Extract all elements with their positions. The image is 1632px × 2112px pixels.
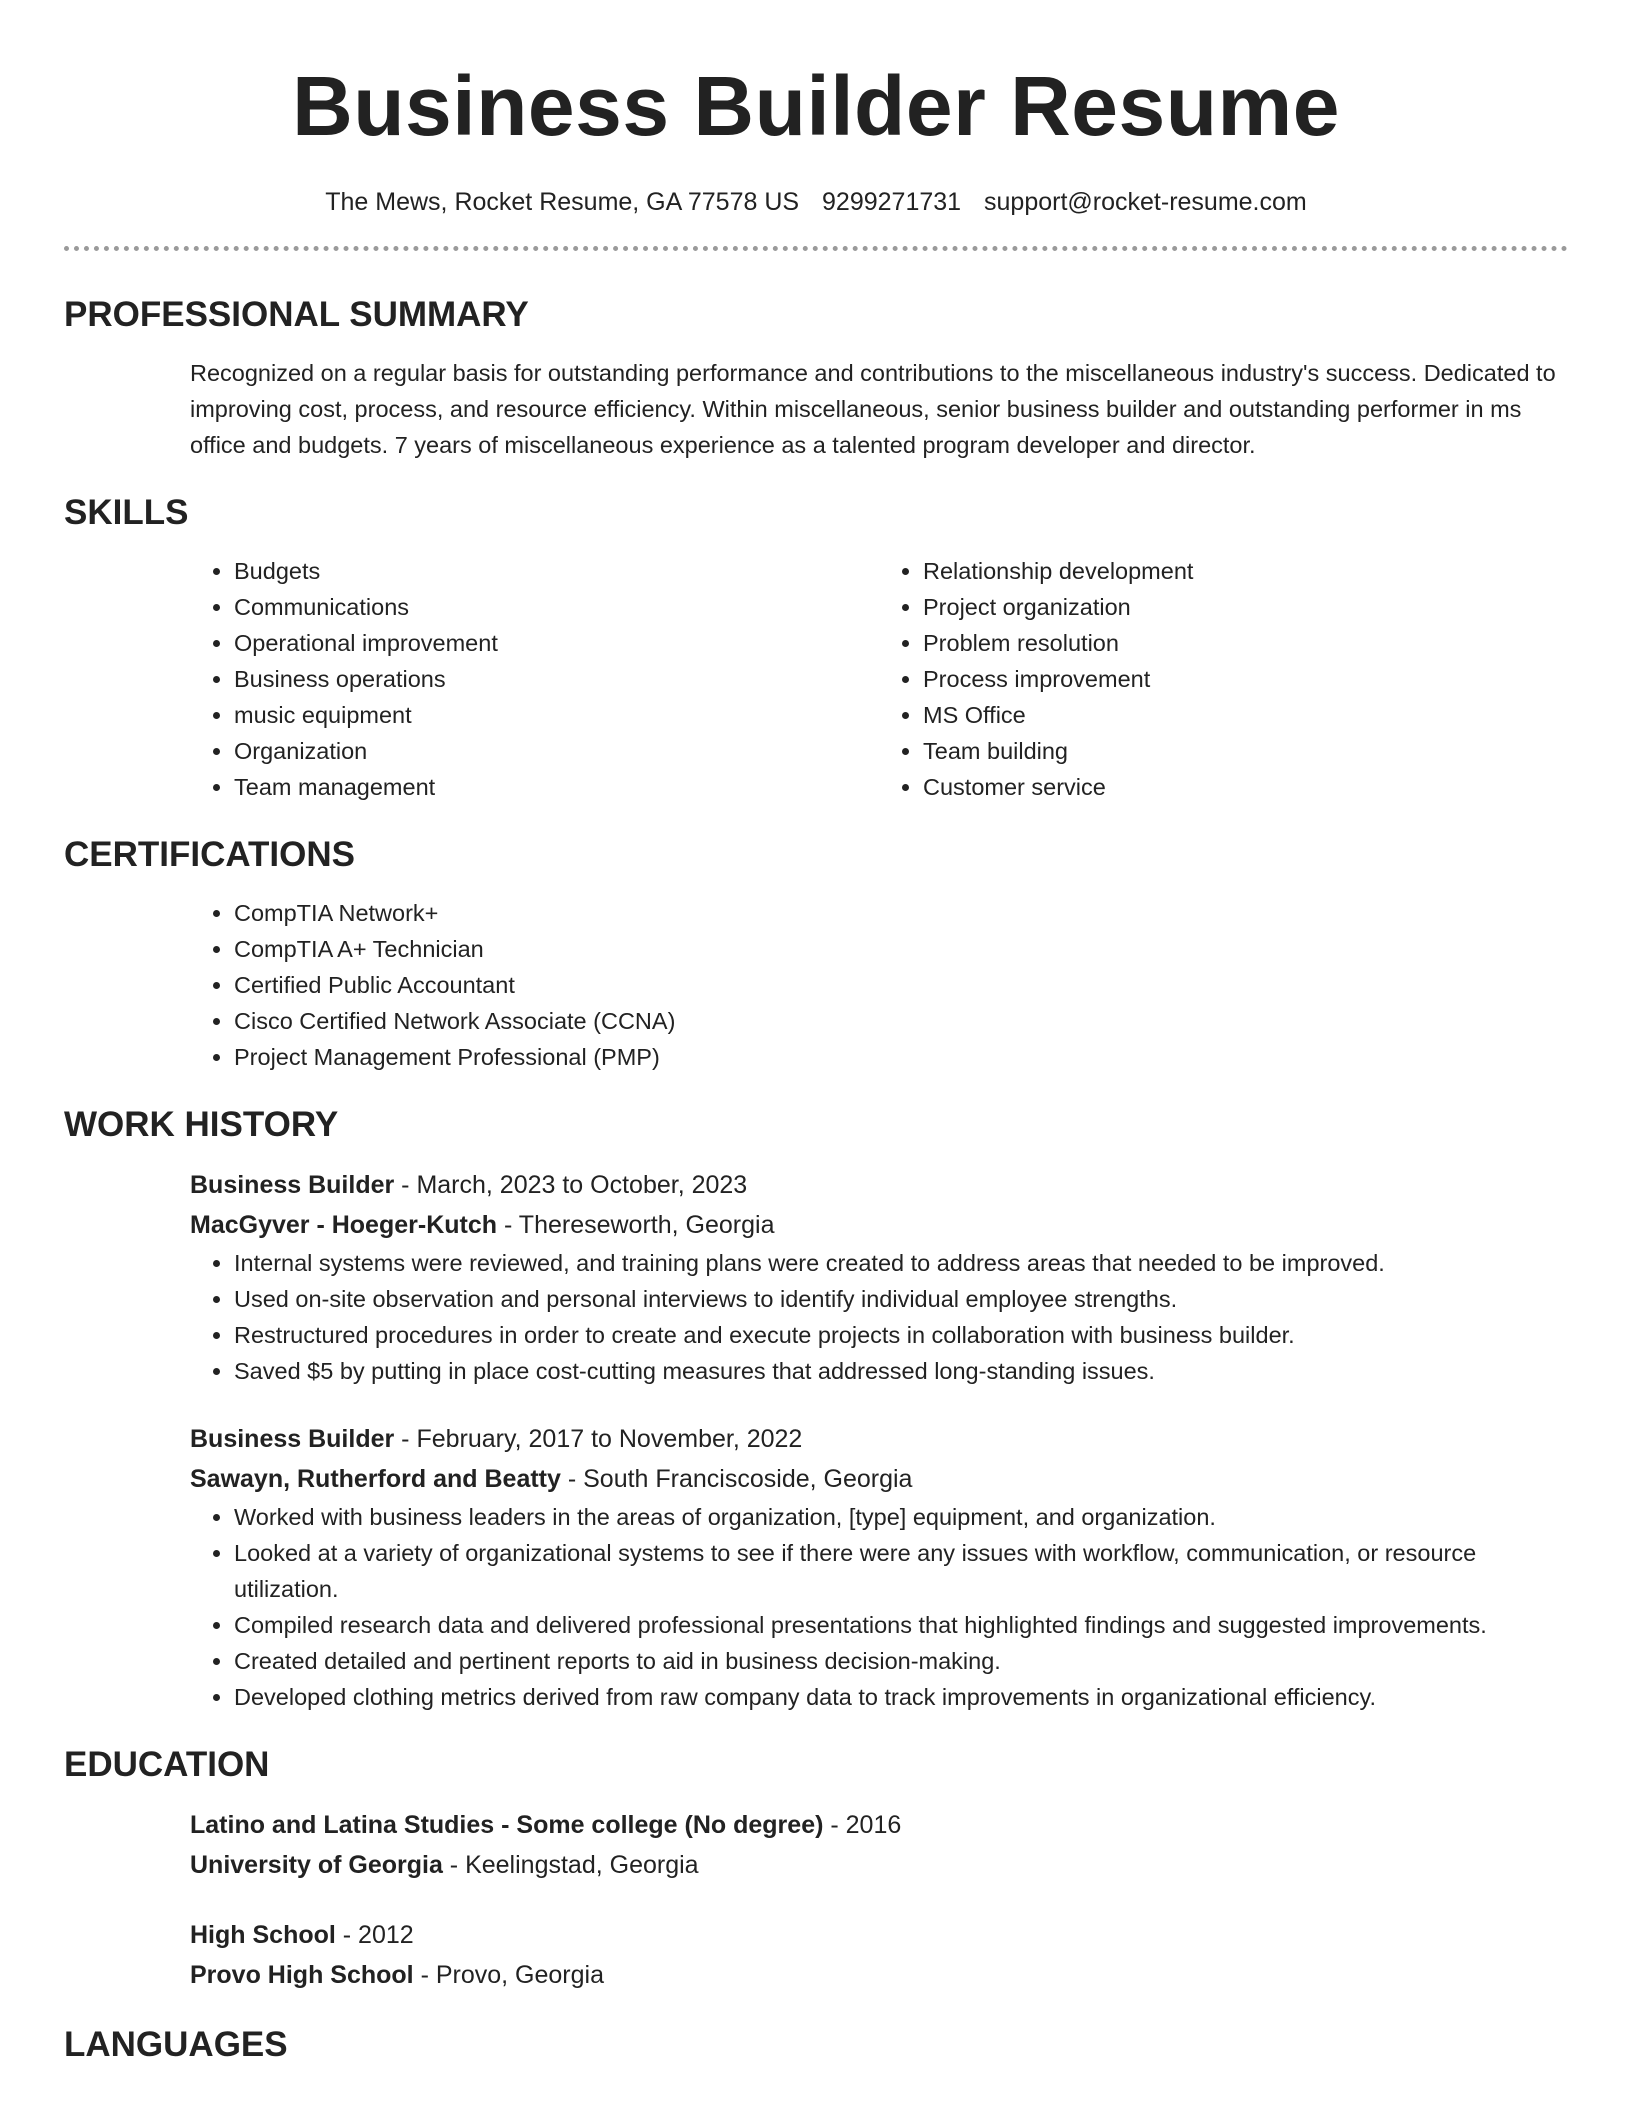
contact-address: The Mews, Rocket Resume, GA 77578 US bbox=[325, 188, 800, 216]
education-location: - Keelingstad, Georgia bbox=[442, 1851, 699, 1879]
summary-heading: PROFESSIONAL SUMMARY bbox=[64, 295, 529, 334]
job-dates: - February, 2017 to November, 2022 bbox=[394, 1425, 803, 1453]
certification-item: • CompTIA Network+ bbox=[234, 895, 1568, 931]
skill-item: • Team building bbox=[923, 733, 1568, 769]
summary-text: Recognized on a regular basis for outstanding performance and contributions to the miscellaneous industry's success. Dedicated to improving cost, process, and resource efficiency. Within miscellaneous, senior business builder and outstanding performer in ms office and budgets. 7 years of miscellaneous experience as a talented program developer and director. bbox=[190, 360, 1556, 458]
resume-header bbox=[64, 0, 1568, 251]
job-bullet: • Worked with business leaders in the areas of organization, [type] equipment, and organization. bbox=[234, 1499, 1568, 1535]
job-bullet: • Saved $5 by putting in place cost-cutting measures that addressed long-standing issues. bbox=[234, 1353, 1568, 1389]
education-school: Provo High School bbox=[190, 1961, 414, 1989]
job-bullets bbox=[190, 1245, 1568, 1389]
job-bullet: • Compiled research data and delivered professional presentations that highlighted findings and suggested improvements. bbox=[234, 1607, 1568, 1643]
skills-list bbox=[190, 553, 1568, 805]
skill-item: • Budgets bbox=[234, 553, 879, 589]
job-company: MacGyver - Hoeger-Kutch bbox=[190, 1211, 498, 1239]
skills-heading: SKILLS bbox=[64, 493, 189, 532]
education-degree-line bbox=[190, 1915, 1568, 1955]
certifications-bullets bbox=[190, 895, 1568, 1075]
job-entry bbox=[190, 1419, 1568, 1715]
job-title-line bbox=[190, 1165, 1568, 1205]
skill-item: • Communications bbox=[234, 589, 879, 625]
education-location: - Provo, Georgia bbox=[413, 1961, 604, 1989]
skill-item: • Organization bbox=[234, 733, 879, 769]
job-bullet: • Developed clothing metrics derived from raw company data to track improvements in organizational efficiency. bbox=[234, 1679, 1568, 1715]
education-degree: Latino and Latina Studies - Some college (No degree) bbox=[190, 1811, 824, 1839]
work-history-list bbox=[190, 1165, 1568, 1715]
certifications-list bbox=[190, 895, 1568, 1075]
job-bullet: • Restructured procedures in order to create and execute projects in collaboration with business builder. bbox=[234, 1317, 1568, 1353]
job-location: - Thereseworth, Georgia bbox=[497, 1211, 775, 1239]
contact-phone: 9299271731 bbox=[822, 188, 962, 216]
job-role: Business Builder bbox=[190, 1171, 395, 1199]
education-entry bbox=[190, 1805, 1568, 1885]
education-school-line bbox=[190, 1845, 1568, 1885]
work-history-heading: WORK HISTORY bbox=[64, 1105, 339, 1144]
education-school: University of Georgia bbox=[190, 1851, 443, 1879]
skills-column-left bbox=[190, 553, 879, 805]
skill-item: • Team management bbox=[234, 769, 879, 805]
education-year: - 2012 bbox=[335, 1921, 414, 1949]
education-degree: High School bbox=[190, 1921, 336, 1949]
certification-item: • Cisco Certified Network Associate (CCNA) bbox=[234, 1003, 1568, 1039]
education-school-line bbox=[190, 1955, 1568, 1995]
certification-item: • CompTIA A+ Technician bbox=[234, 931, 1568, 967]
skill-item: • Process improvement bbox=[923, 661, 1568, 697]
job-company: Sawayn, Rutherford and Beatty bbox=[190, 1465, 561, 1493]
certifications-heading: CERTIFICATIONS bbox=[64, 835, 356, 874]
skill-item: • MS Office bbox=[923, 697, 1568, 733]
education-list bbox=[190, 1805, 1568, 1995]
job-bullet: • Used on-site observation and personal interviews to identify individual employee strengths. bbox=[234, 1281, 1568, 1317]
certification-item: • Project Management Professional (PMP) bbox=[234, 1039, 1568, 1075]
skill-item: • Customer service bbox=[923, 769, 1568, 805]
education-year: - 2016 bbox=[823, 1811, 902, 1839]
skill-item: • Problem resolution bbox=[923, 625, 1568, 661]
job-title-line bbox=[190, 1419, 1568, 1459]
languages-heading: LANGUAGES bbox=[64, 2025, 288, 2064]
skill-item: • Business operations bbox=[234, 661, 879, 697]
job-role: Business Builder bbox=[190, 1425, 395, 1453]
certification-item: • Certified Public Accountant bbox=[234, 967, 1568, 1003]
job-bullet: • Looked at a variety of organizational systems to see if there were any issues with workflow, communication, or resource utilization. bbox=[234, 1535, 1568, 1607]
job-company-line bbox=[190, 1459, 1568, 1499]
header-divider bbox=[64, 246, 1568, 251]
job-company-line bbox=[190, 1205, 1568, 1245]
skill-item: • music equipment bbox=[234, 697, 879, 733]
skill-item: • Project organization bbox=[923, 589, 1568, 625]
skill-item: • Operational improvement bbox=[234, 625, 879, 661]
job-bullet: • Internal systems were reviewed, and training plans were created to address areas that needed to be improved. bbox=[234, 1245, 1568, 1281]
contact-line bbox=[64, 184, 1568, 220]
education-entry bbox=[190, 1915, 1568, 1995]
resume-name: Business Builder Resume bbox=[292, 59, 1340, 153]
job-location: - South Franciscoside, Georgia bbox=[560, 1465, 913, 1493]
job-entry bbox=[190, 1165, 1568, 1389]
contact-email: support@rocket-resume.com bbox=[984, 188, 1307, 216]
education-degree-line bbox=[190, 1805, 1568, 1845]
job-dates: - March, 2023 to October, 2023 bbox=[394, 1171, 748, 1199]
job-bullets bbox=[190, 1499, 1568, 1715]
education-heading: EDUCATION bbox=[64, 1745, 270, 1784]
skill-item: • Relationship development bbox=[923, 553, 1568, 589]
skills-column-right bbox=[879, 553, 1568, 805]
job-bullet: • Created detailed and pertinent reports to aid in business decision-making. bbox=[234, 1643, 1568, 1679]
